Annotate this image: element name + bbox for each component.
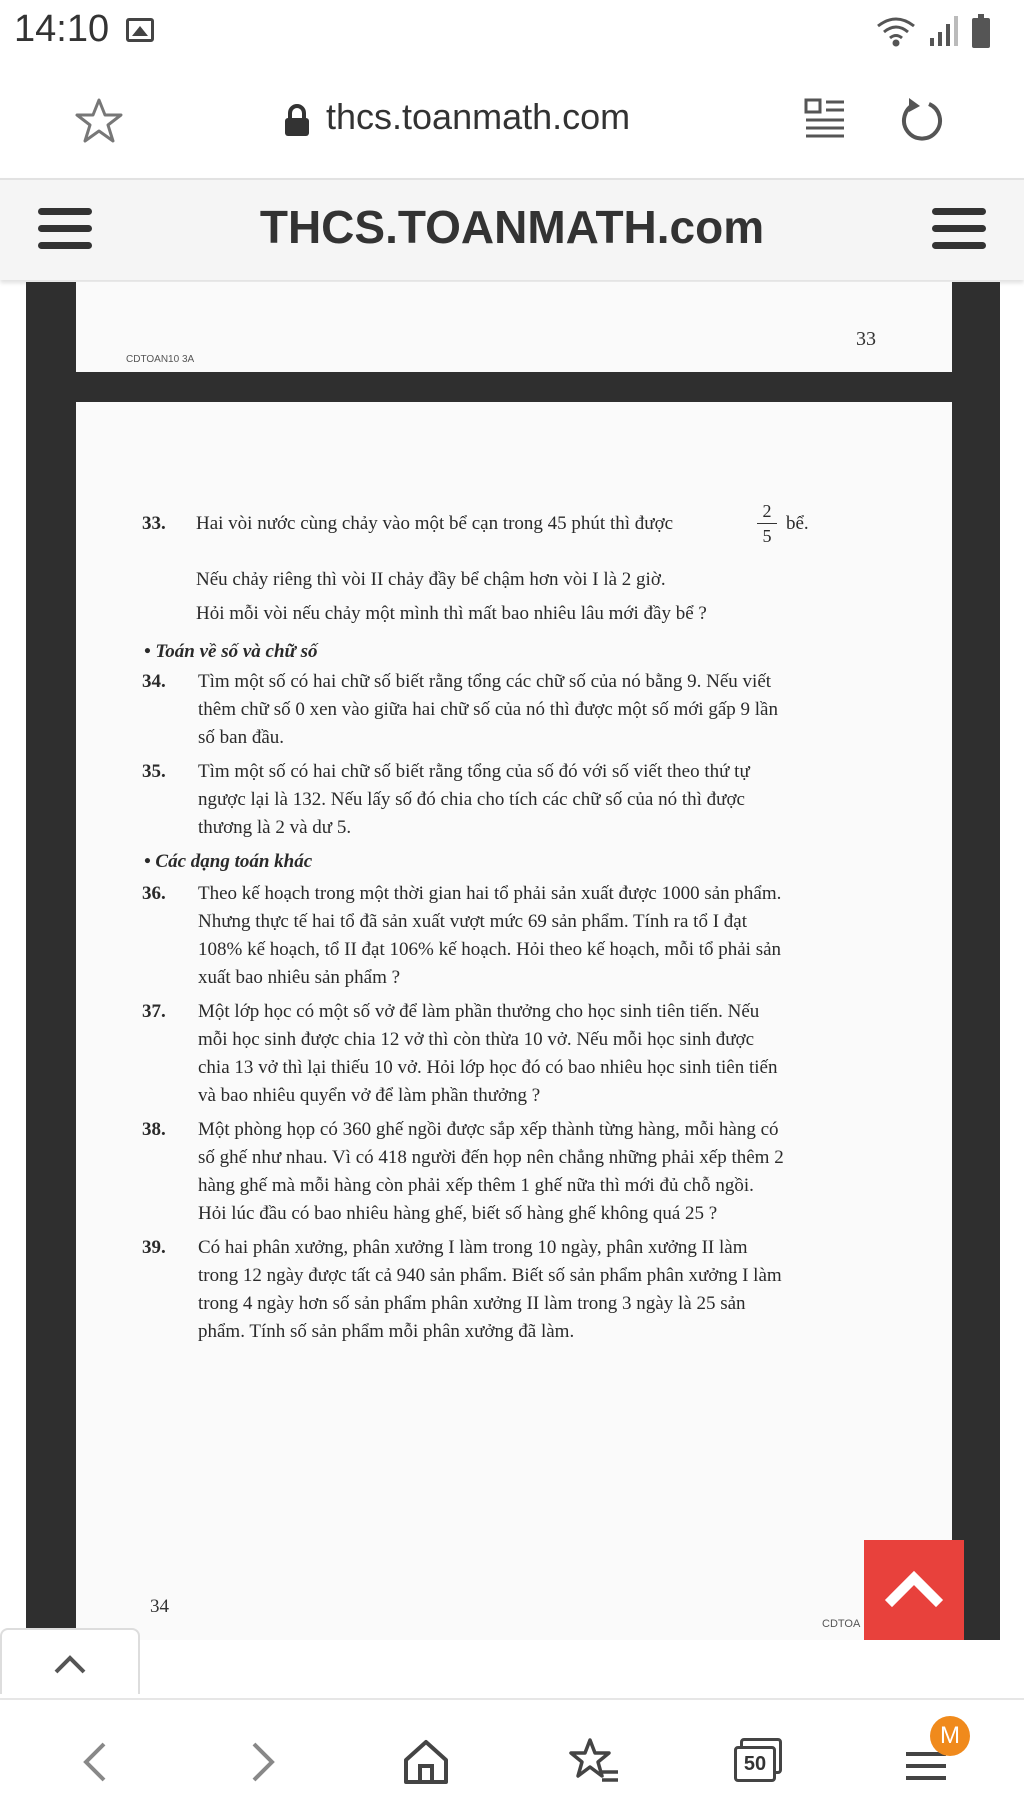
signal-icon (930, 16, 958, 46)
gallery-icon (126, 18, 154, 42)
problem-text: thêm chữ số 0 xen vào giữa hai chữ số của nó thì được một số mới gấp 9 lần (198, 699, 778, 720)
reload-icon[interactable] (898, 96, 946, 144)
section-heading: • Toán về số và chữ số (144, 641, 318, 662)
chevron-up-icon (2, 1630, 138, 1694)
problem-number: 34. (142, 671, 166, 692)
page-number-top: 33 (856, 328, 876, 350)
problem-text: bể. (786, 513, 809, 534)
forward-icon[interactable] (234, 1734, 290, 1790)
problem-text: Hỏi lúc đầu có bao nhiêu hàng ghế, biết số hàng ghế không quá 25 ? (198, 1203, 718, 1224)
problem-text: Nhưng thực tế hai tổ đã sản xuất vượt mức 69 sản phẩm. Tính ra tổ I đạt (198, 911, 747, 932)
bookmarks-icon[interactable] (566, 1734, 622, 1790)
chevron-up-icon (864, 1540, 964, 1640)
back-icon[interactable] (68, 1734, 124, 1790)
problem-text: số ban đầu. (198, 727, 285, 748)
fraction (757, 500, 777, 547)
bottom-navigation (0, 1700, 1024, 1820)
problem-number: 39. (142, 1237, 166, 1258)
problem-text: 108% kế hoạch, tổ II đạt 106% kế hoạch. Hỏi theo kế hoạch, mỗi tổ phải sản (198, 939, 782, 960)
problem-number: 33. (142, 513, 166, 534)
problem-text: Theo kế hoạch trong một thời gian hai tổ phải sản xuất được 1000 sản phẩm. (198, 883, 782, 904)
problem-text: Một phòng họp có 360 ghế ngồi được sắp xếp thành từng hàng, mỗi hàng có (198, 1119, 779, 1140)
problem-text: số ghế như nhau. Vì có 418 người đến họp nên chẳng những phải xếp thêm 2 (198, 1147, 784, 1168)
battery-icon (972, 14, 990, 48)
wifi-icon (878, 19, 914, 45)
tab-count: 50 (734, 1746, 776, 1782)
problem-text: Hai vòi nước cùng chảy vào một bể cạn trong 45 phút thì được (196, 513, 674, 534)
previous-page (76, 282, 952, 372)
menu-badge: M (930, 1716, 970, 1756)
problem-text: Hỏi mỗi vòi nếu chảy một mình thì mất bao nhiêu lâu mới đầy bể ? (196, 603, 707, 624)
scroll-to-top-button[interactable] (864, 1540, 964, 1640)
problem-text: và bao nhiêu quyển vở để làm phần thưởng ? (198, 1085, 541, 1106)
problem-text: ngược lại là 132. Nếu lấy số đó chia cho tích các chữ số của nó thì được (198, 789, 745, 810)
problem-text: xuất bao nhiêu sản phẩm ? (198, 967, 401, 988)
problem-text: phẩm. Tính số sản phẩm mỗi phân xưởng đã làm. (198, 1321, 575, 1342)
problem-number: 37. (142, 1001, 166, 1022)
lock-icon (282, 104, 312, 138)
tabs-icon[interactable] (732, 1738, 788, 1788)
problem-text: chia 13 vở thì lại thiếu 10 vở. Hỏi lớp học đó có bao nhiêu học sinh tiên tiến (198, 1057, 778, 1078)
site-menu-right-icon[interactable] (932, 208, 986, 250)
home-icon[interactable] (398, 1734, 454, 1790)
problem-text: Tìm một số có hai chữ số biết rằng tổng các chữ số của nó bằng 9. Nếu viết (198, 671, 772, 692)
section-heading: • Các dạng toán khác (144, 851, 313, 872)
status-time: 14:10 (14, 8, 110, 50)
fraction-numerator: 2 (762, 501, 772, 521)
page-code-bottom: CDTOA (822, 1618, 861, 1630)
status-icons (874, 10, 1004, 50)
problem-text: mỗi học sinh được chia 12 vở thì còn thừa 10 vở. Nếu mỗi học sinh được (198, 1029, 755, 1050)
problem-text: Nếu chảy riêng thì vòi II chảy đầy bể chậm hơn vòi I là 2 giờ. (196, 569, 666, 590)
url-text[interactable]: thcs.toanmath.com (326, 96, 631, 137)
page-number-bottom: 34 (150, 1596, 169, 1617)
problem-number: 36. (142, 883, 166, 904)
problem-text: trong 4 ngày hơn số sản phẩm phân xưởng II làm trong 3 ngày là 25 sản (198, 1293, 746, 1314)
problem-text: Có hai phân xưởng, phân xưởng I làm trong 10 ngày, phân xưởng II làm (198, 1237, 748, 1258)
toolbar-strip (0, 1640, 1024, 1700)
reader-icon[interactable] (804, 98, 846, 140)
problem-number: 35. (142, 761, 166, 782)
problem-text: Tìm một số có hai chữ số biết rằng tổng của số đó với số viết theo thứ tự (198, 761, 750, 782)
toolbar-toggle[interactable] (0, 1628, 140, 1694)
site-title[interactable]: THCS.TOANMATH.com (259, 201, 765, 253)
problem-text: thương là 2 và dư 5. (198, 817, 352, 838)
problem-text: trong 12 ngày được tất cả 940 sản phẩm. Biết số sản phẩm phân xưởng I làm (198, 1265, 782, 1286)
star-icon[interactable] (74, 96, 124, 146)
fraction-denominator: 5 (762, 526, 772, 546)
problem-number: 38. (142, 1119, 166, 1140)
problem-text: hàng ghế mà mỗi hàng còn phải xếp thêm 1 ghế nữa thì mới đủ chỗ ngồi. (198, 1175, 754, 1196)
problem-text: Một lớp học có một số vở để làm phần thưởng cho học sinh tiên tiến. Nếu (198, 1001, 760, 1022)
page-code: CDTOAN10 3A (126, 354, 195, 365)
